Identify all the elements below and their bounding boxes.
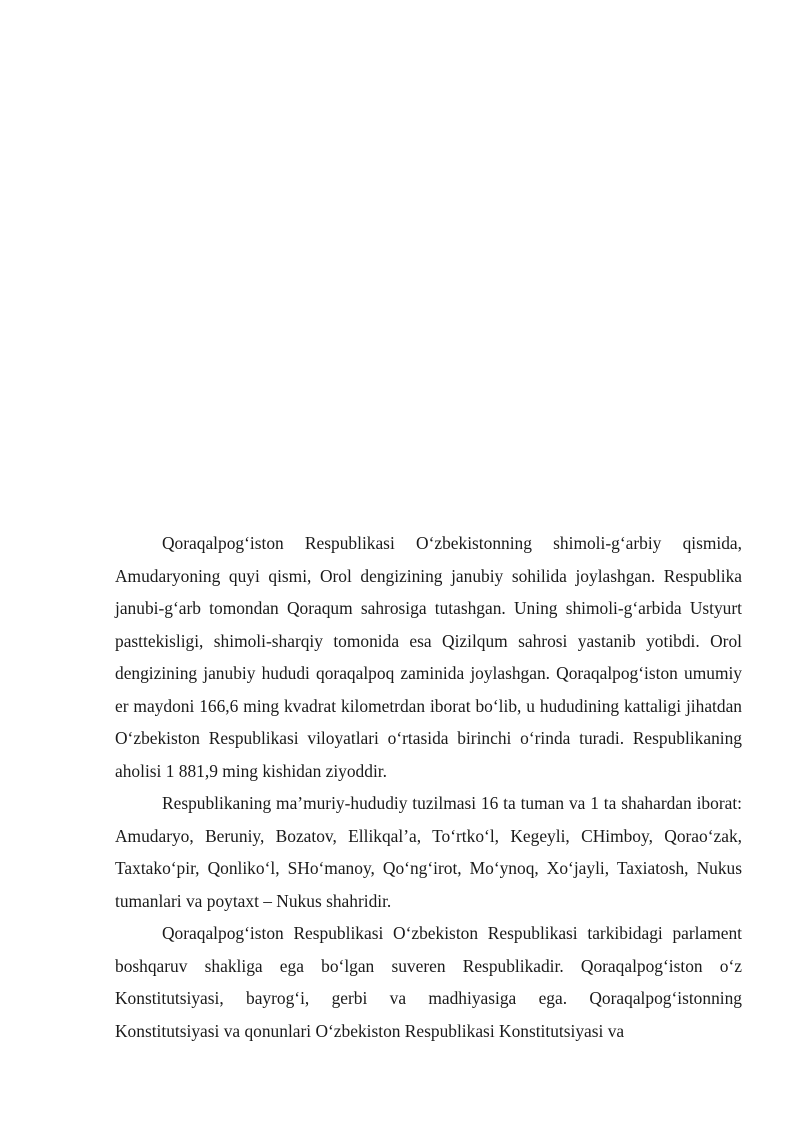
paragraph-administrative-division: Respublikaning ma’muriy-hududiy tuzilmasi 16 ta tuman va 1 ta shahardan iborat: Amudaryo, Beruniy, Bozatov, Ellikqal’a, To‘rtko‘l, Kegeyli, CHimboy, Qorao‘zak, Taxtako‘pir, Qonliko‘l, SHo‘manoy, Qo‘ng‘irot, Mo‘ynoq, Xo‘jayli, Taxiatosh, Nukus tumanlari va poytaxt – Nukus shahridir. bbox=[115, 793, 742, 911]
document-body bbox=[115, 527, 742, 1047]
paragraph-geography: Qoraqalpog‘iston Respublikasi O‘zbekistonning shimoli-g‘arbiy qismida, Amudaryoning quyi qismi, Orol dengizining janubiy sohilida joylashgan. Respublika janubi-g‘arb tomondan Qoraqum sahrosiga tutashgan. Uning shimoli-g‘arbida Ustyurt pasttekisligi, shimoli-sharqiy tomonida esa Qizilqum sahrosi yastanib yotibdi. Orol dengizining janubiy hududi qoraqalpoq zaminida joylashgan. Qoraqalpog‘iston umumiy er maydoni 166,6 ming kvadrat kilometrdan iborat bo‘lib, u hududining kattaligi jihatdan O‘zbekiston Respublikasi viloyatlari o‘rtasida birinchi o‘rinda turadi. Respublikaning aholisi 1 881,9 ming kishidan ziyoddir. bbox=[115, 533, 742, 781]
paragraph-sovereignty: Qoraqalpog‘iston Respublikasi O‘zbekiston Respublikasi tarkibidagi parlament boshqaruv shakliga ega bo‘lgan suveren Respublikadir. Qoraqalpog‘iston o‘z Konstitutsiyasi, bayrog‘i, gerbi va madhiyasiga ega. Qoraqalpog‘istonning Konstitutsiyasi va qonunlari O‘zbekiston Respublikasi Konstitutsiyasi va bbox=[115, 923, 742, 1041]
